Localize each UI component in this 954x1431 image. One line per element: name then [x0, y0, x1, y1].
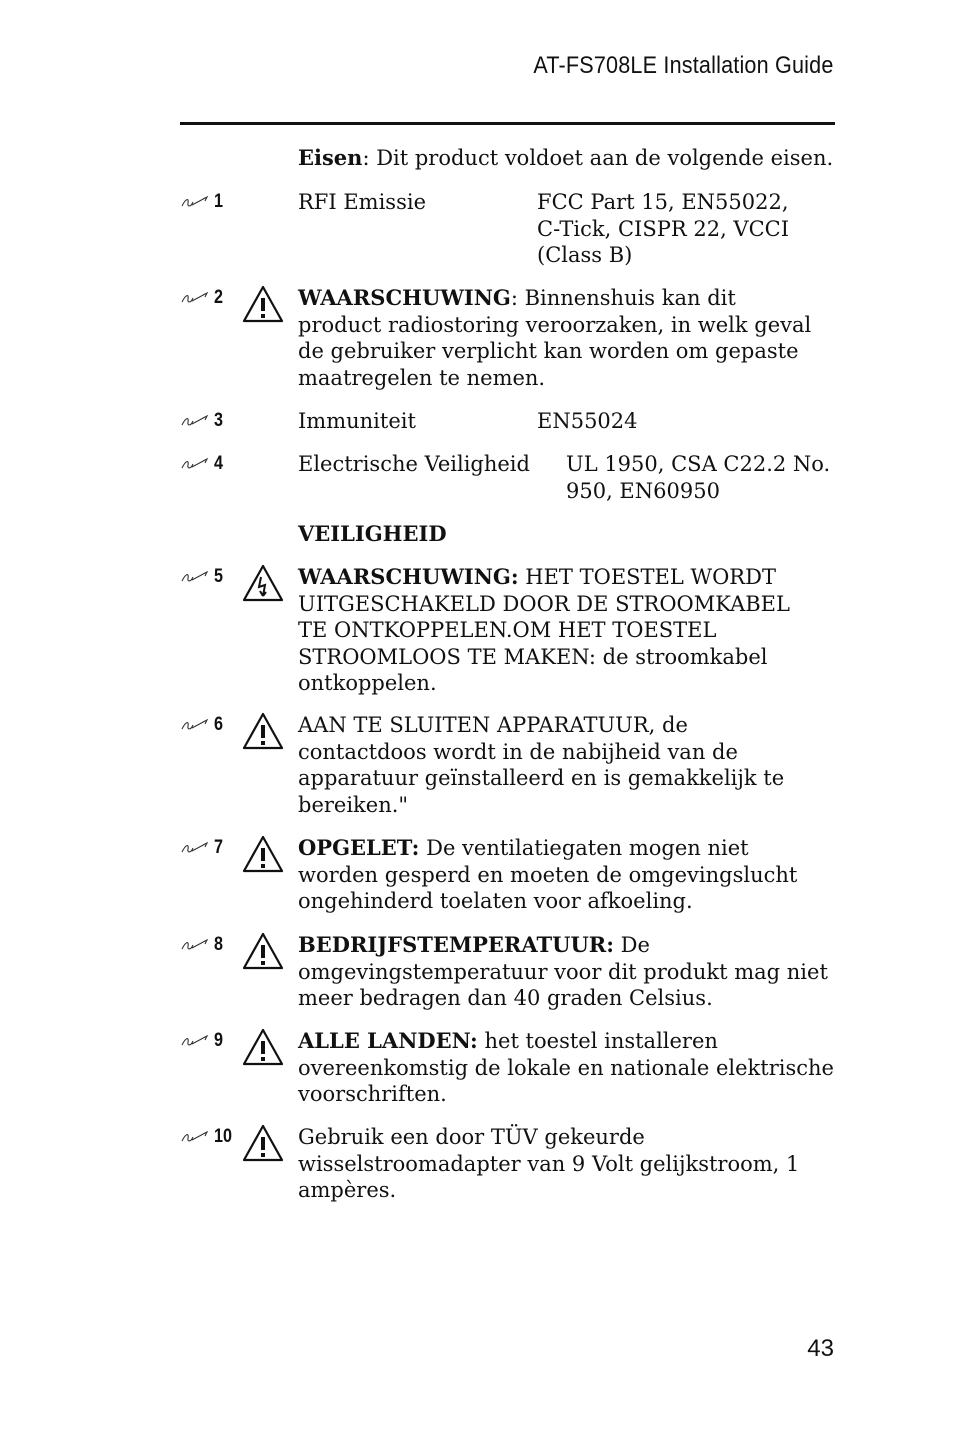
item-marker-7 [180, 835, 225, 861]
item-3-label: Immuniteit [298, 409, 416, 433]
text-line: voorschriften. [298, 1082, 447, 1106]
text-line: : Binnenshuis kan dit [510, 286, 736, 310]
item-marker-1 [180, 189, 225, 215]
item-marker-6 [180, 712, 225, 738]
value-line: 950, EN60950 [566, 478, 720, 503]
text-line: contactdoos wordt in de nabijheid van de [298, 739, 738, 764]
item-8-bold: BEDRIJFSTEMPERATUUR: [298, 932, 614, 957]
item-4-value [566, 451, 830, 504]
pen-icon [180, 841, 210, 855]
header-rule [180, 122, 835, 125]
item-5-text [298, 564, 838, 697]
pen-icon [180, 457, 210, 471]
text-line: het toestel installeren [477, 1029, 718, 1053]
text-line: product radiostoring veroorzaken, in welk geval [298, 312, 812, 337]
item-number: 2 [214, 286, 223, 308]
item-7-bold: OPGELET: [298, 835, 420, 860]
section-heading: VEILIGHEID [298, 521, 447, 546]
intro-label: Eisen [298, 145, 363, 170]
item-2-bold: WAARSCHUWING [298, 285, 511, 310]
text-line: STROOMLOOS TE MAKEN: de stroomkabel [298, 644, 768, 669]
item-number: 8 [214, 933, 223, 955]
text-line: De [613, 933, 650, 957]
text-line: meer bedragen dan 40 graden Celsius. [298, 986, 713, 1010]
item-number: 6 [214, 713, 223, 735]
text-line: ongehinderd toelaten voor afkoeling. [298, 889, 693, 913]
text-line: bereiken." [298, 792, 409, 817]
value-line: FCC Part 15, EN55022, [537, 190, 789, 214]
text-line: de gebruiker verplicht kan worden om gepaste [298, 339, 799, 363]
item-5-bold: WAARSCHUWING: [298, 564, 519, 589]
intro-text: : Dit product voldoet aan de volgende eisen. [362, 146, 834, 170]
pen-icon [180, 195, 210, 209]
requirements-intro [298, 145, 838, 172]
electrical-hazard-icon [241, 563, 285, 603]
item-number: 9 [214, 1029, 223, 1051]
text-line: worden gesperd en moeten de omgevingslucht [298, 862, 798, 887]
item-marker-2 [180, 285, 225, 311]
warning-icon [241, 931, 285, 971]
item-marker-3 [180, 408, 225, 434]
item-7-text [298, 835, 838, 915]
pen-icon [180, 938, 210, 952]
item-1-label: RFI Emissie [298, 190, 427, 214]
pen-icon [180, 1034, 210, 1048]
item-2-text [298, 285, 838, 391]
item-number: 3 [214, 409, 223, 431]
value-line: (Class B) [537, 243, 633, 267]
item-marker-10 [180, 1124, 235, 1150]
item-number: 4 [214, 452, 223, 474]
text-line: wisselstroomadapter van 9 Volt gelijkstroom, 1 [298, 1151, 800, 1176]
item-marker-4 [180, 451, 225, 477]
header-title: AT-FS708LE Installation Guide [533, 52, 834, 79]
value-line: C-Tick, CISPR 22, VCCI [537, 216, 790, 241]
pen-icon [180, 718, 210, 732]
warning-icon [241, 1123, 285, 1163]
warning-icon [241, 711, 285, 751]
text-line: omgevingstemperatuur voor dit produkt mag niet [298, 959, 828, 984]
item-marker-5 [180, 564, 225, 590]
item-number: 1 [214, 190, 223, 212]
item-8-text [298, 932, 838, 1012]
warning-icon [241, 284, 285, 324]
text-line: AAN TE SLUITEN APPARATUUR, de [298, 713, 688, 737]
item-marker-8 [180, 932, 225, 958]
text-line: HET TOESTEL WORDT [518, 565, 776, 589]
pen-icon [180, 570, 210, 584]
pen-icon [180, 414, 210, 428]
warning-icon [241, 834, 285, 874]
item-9-text [298, 1028, 838, 1108]
item-4-label: Electrische Veiligheid [298, 452, 530, 476]
item-10-text [298, 1124, 838, 1204]
item-1-value [537, 189, 789, 269]
text-line: ampères. [298, 1178, 397, 1202]
item-number: 10 [214, 1125, 232, 1147]
text-line: Gebruik een door TÜV gekeurde [298, 1125, 645, 1149]
text-line: apparatuur geïnstalleerd en is gemakkelijk te [298, 766, 785, 790]
pen-icon [180, 1130, 210, 1144]
text-line: overeenkomstig de lokale en nationale elektrische [298, 1055, 834, 1080]
text-line: De ventilatiegaten mogen niet [419, 836, 749, 860]
value-line: UL 1950, CSA C22.2 No. [566, 452, 831, 476]
text-line: UITGESCHAKELD DOOR DE STROOMKABEL [298, 591, 790, 616]
text-line: TE ONTKOPPELEN.OM HET TOESTEL [298, 618, 717, 642]
warning-icon [241, 1027, 285, 1067]
item-number: 7 [214, 836, 223, 858]
page-number: 43 [807, 1335, 834, 1362]
item-9-bold: ALLE LANDEN: [298, 1028, 478, 1053]
item-6-text [298, 712, 838, 818]
item-marker-9 [180, 1028, 225, 1054]
text-line: ontkoppelen. [298, 671, 437, 695]
pen-icon [180, 291, 210, 305]
text-line: maatregelen te nemen. [298, 365, 546, 390]
item-3-value: EN55024 [537, 409, 638, 433]
item-number: 5 [214, 565, 223, 587]
